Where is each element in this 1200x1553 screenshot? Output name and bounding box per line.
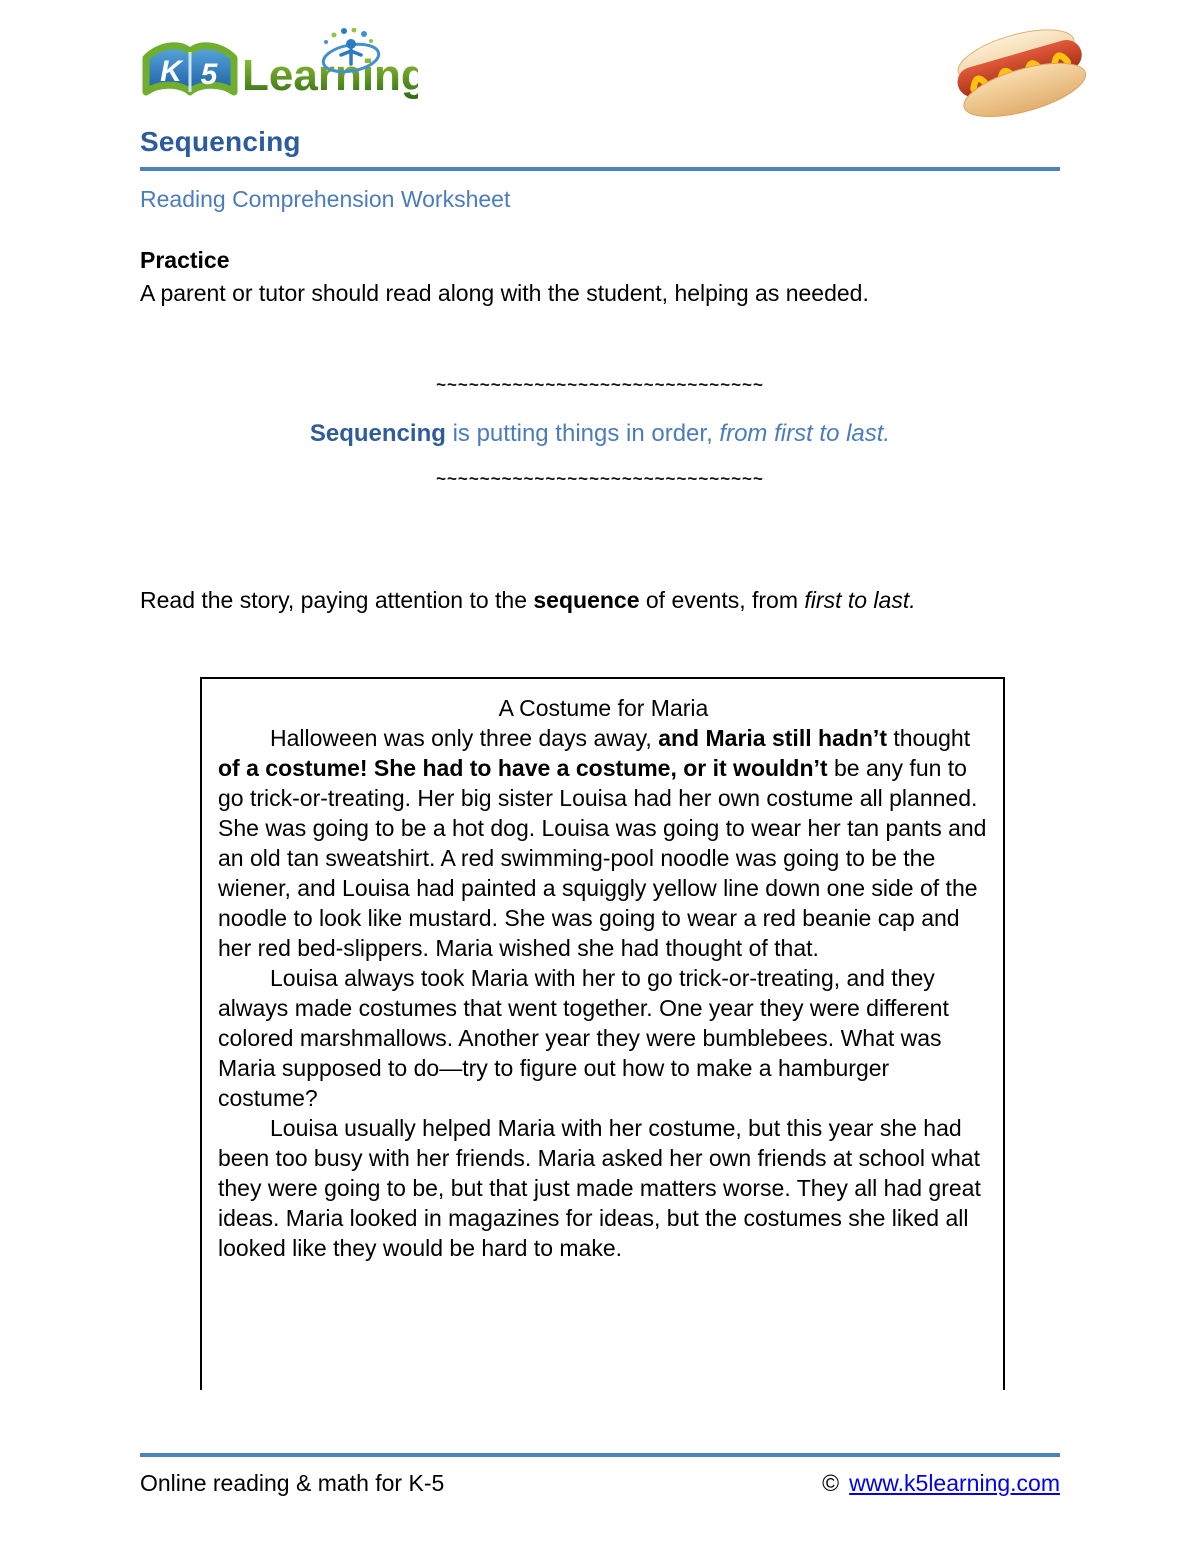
story-run: be any fun to go trick-or-treating. Her big sister Louisa had her own costume all planned. She was going to be a hot dog. Louisa was going to wear her tan pants and an old tan sweatshirt. A red swimming-pool noodle was going to be the wiener, and Louisa had painted a squiggly yellow line down one side of the noodle to look like mustard. She was going to wear a red beanie cap and her red bed-slippers. Maria wished she had thought of that. — [218, 755, 987, 961]
hot-dog-image — [942, 18, 1094, 127]
footer-left-text: Online reading & math for K-5 — [140, 1470, 445, 1496]
story-paragraph — [218, 963, 989, 1113]
page-subtitle: Reading Comprehension Worksheet — [140, 186, 511, 212]
story-title: A Costume for Maria — [498, 695, 709, 721]
story-paragraphs — [218, 723, 989, 1263]
story-paragraph — [218, 723, 989, 963]
instruction-pre: Read the story, paying attention to the — [140, 587, 534, 613]
title-divider — [140, 167, 1060, 171]
story-run: Louisa usually helped Maria with her costume, but this year she had been too busy with her friends. Maria asked her own friends at school what they were going to be, but that just made matters worse. They all had great ideas. Maria looked in magazines for ideas, but the costumes she liked all looked like they would be hard to make. — [218, 1115, 981, 1261]
svg-text:5: 5 — [200, 58, 218, 91]
instruction-bold-word: sequence — [533, 587, 640, 613]
practice-heading: Practice — [140, 247, 230, 273]
book-icon — [146, 46, 234, 92]
instruction-text — [140, 584, 1030, 617]
copyright-symbol: © — [822, 1470, 840, 1496]
svg-text:K: K — [160, 55, 182, 88]
story-run-bold: and Maria still hadn’t — [658, 725, 887, 751]
hot-dog-graphic — [942, 18, 1094, 122]
story-run-bold: of a costume! She had to have a costume, or it wouldn’t — [218, 755, 828, 781]
tilde-divider-top: ~~~~~~~~~~~~~~~~~~~~~~~~~~~~~~ — [436, 375, 764, 394]
tilde-divider-bottom: ~~~~~~~~~~~~~~~~~~~~~~~~~~~~~~ — [436, 469, 764, 488]
k5learning-link[interactable]: www.k5learning.com — [849, 1470, 1060, 1496]
definition-line — [0, 420, 1200, 448]
story-box — [200, 677, 1005, 1390]
story-run: thought — [886, 725, 971, 751]
k5-learning-logo — [138, 28, 418, 121]
story-run: Halloween was only three days away, — [270, 725, 659, 751]
definition-emphasis: from first to last. — [719, 420, 891, 447]
k5-learning-logo-graphic — [138, 28, 418, 116]
footer-divider — [140, 1453, 1060, 1457]
definition-term: Sequencing — [309, 420, 446, 447]
story-paragraph — [218, 1113, 989, 1263]
instruction-mid: of events, from — [639, 587, 805, 613]
instruction-emphasis: first to last. — [804, 587, 916, 613]
page-title: Sequencing — [140, 126, 301, 157]
logo-wordmark: Learning — [242, 51, 418, 100]
definition-middle: is putting things in order, — [445, 420, 720, 447]
footer-copyright — [822, 1470, 1060, 1497]
story-run: Louisa always took Maria with her to go trick-or-treating, and they always made costumes that went together. One year they were different colored marshmallows. Another year they were bumblebees. What was Maria supposed to do—try to figure out how to make a hamburger costume? — [218, 965, 949, 1111]
practice-body: A parent or tutor should read along with the student, helping as needed. — [140, 280, 869, 306]
